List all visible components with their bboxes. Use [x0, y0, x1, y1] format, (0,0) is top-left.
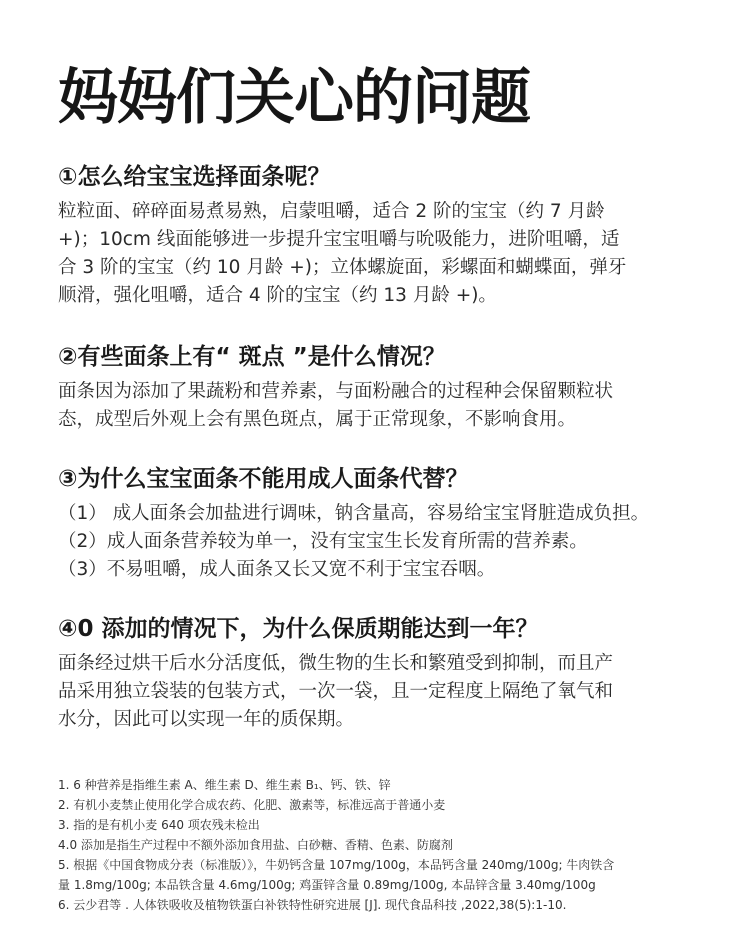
answer-line: 粒粒面、碎碎面易煮易熟，启蒙咀嚼，适合 2 阶的宝宝（约 7 月龄 — [58, 201, 605, 222]
qa-item-1 — [58, 160, 626, 310]
qa-item-3 — [58, 462, 649, 584]
question-2: ②有些面条上有“ 斑点 ”是什么情况？ — [58, 344, 446, 370]
footnotes — [58, 775, 728, 915]
answer-1 — [58, 198, 626, 310]
footnote: 5. 根据《中国食物成分表（标准版）》，牛奶钙含量 107mg/100g，本品钙含量 240mg/100g; 牛肉铁含 — [58, 858, 615, 872]
answer-line: 态，成型后外观上会有黑色斑点，属于正常现象，不影响食用。 — [58, 409, 577, 430]
answer-line: （3）不易咀嚼，成人面条又长又宽不利于宝宝吞咽。 — [58, 559, 496, 580]
answer-line: 水分，因此可以实现一年的质保期。 — [58, 709, 355, 730]
answer-4 — [58, 650, 613, 734]
footnote: 1. 6 种营养是指维生素 A、维生素 D、维生素 B₁、钙、铁、锌 — [58, 778, 391, 792]
answer-line: 面条经过烘干后水分活度低，微生物的生长和繁殖受到抑制，而且产 — [58, 653, 614, 674]
answer-line: 面条因为添加了果蔬粉和营养素，与面粉融合的过程种会保留颗粒状 — [58, 381, 614, 402]
answer-2 — [58, 378, 613, 434]
footnote: 4.0 添加是指生产过程中不额外添加食用盐、白砂糖、香精、色素、防腐剂 — [58, 838, 453, 852]
footnote: 2. 有机小麦禁止使用化学合成农药、化肥、激素等，标准远高于普通小麦 — [58, 798, 446, 812]
answer-line: 品采用独立袋装的包装方式，一次一袋，且一定程度上隔绝了氧气和 — [58, 681, 614, 702]
footnote: 3. 指的是有机小麦 640 项农残未检出 — [58, 818, 260, 832]
answer-line: （1） 成人面条会加盐进行调味，钠含量高，容易给宝宝肾脏造成负担。 — [58, 503, 650, 524]
answer-line: （2）成人面条营养较为单一，没有宝宝生长发育所需的营养素。 — [58, 531, 588, 552]
answer-line: +)；10cm 线面能够进一步提升宝宝咀嚼与吮吸能力，进阶咀嚼，适 — [58, 229, 620, 250]
question-3: ③为什么宝宝面条不能用成人面条代替？ — [58, 466, 469, 492]
answer-3 — [58, 500, 649, 584]
question-4: ④0 添加的情况下，为什么保质期能达到一年？ — [58, 616, 539, 642]
answer-line: 顺滑，强化咀嚼，适合 4 阶的宝宝（约 13 月龄 +)。 — [58, 285, 497, 306]
question-1: ①怎么给宝宝选择面条呢？ — [58, 164, 331, 190]
footnote: 量 1.8mg/100g; 本品铁含量 4.6mg/100g; 鸡蛋锌含量 0.89mg/100g, 本品锌含量 3.40mg/100g — [58, 878, 596, 892]
qa-item-4 — [58, 612, 613, 734]
qa-item-2 — [58, 340, 613, 434]
page-title: 妈妈们关心的问题 — [58, 63, 530, 133]
footnote: 6. 云少君等 . 人体铁吸收及植物铁蛋白补铁特性研究进展 [J]. 现代食品科技 ,2022,38(5):1-10. — [58, 898, 567, 912]
answer-line: 合 3 阶的宝宝（约 10 月龄 +)；立体螺旋面，彩螺面和蝴蝶面，弹牙 — [58, 257, 627, 278]
